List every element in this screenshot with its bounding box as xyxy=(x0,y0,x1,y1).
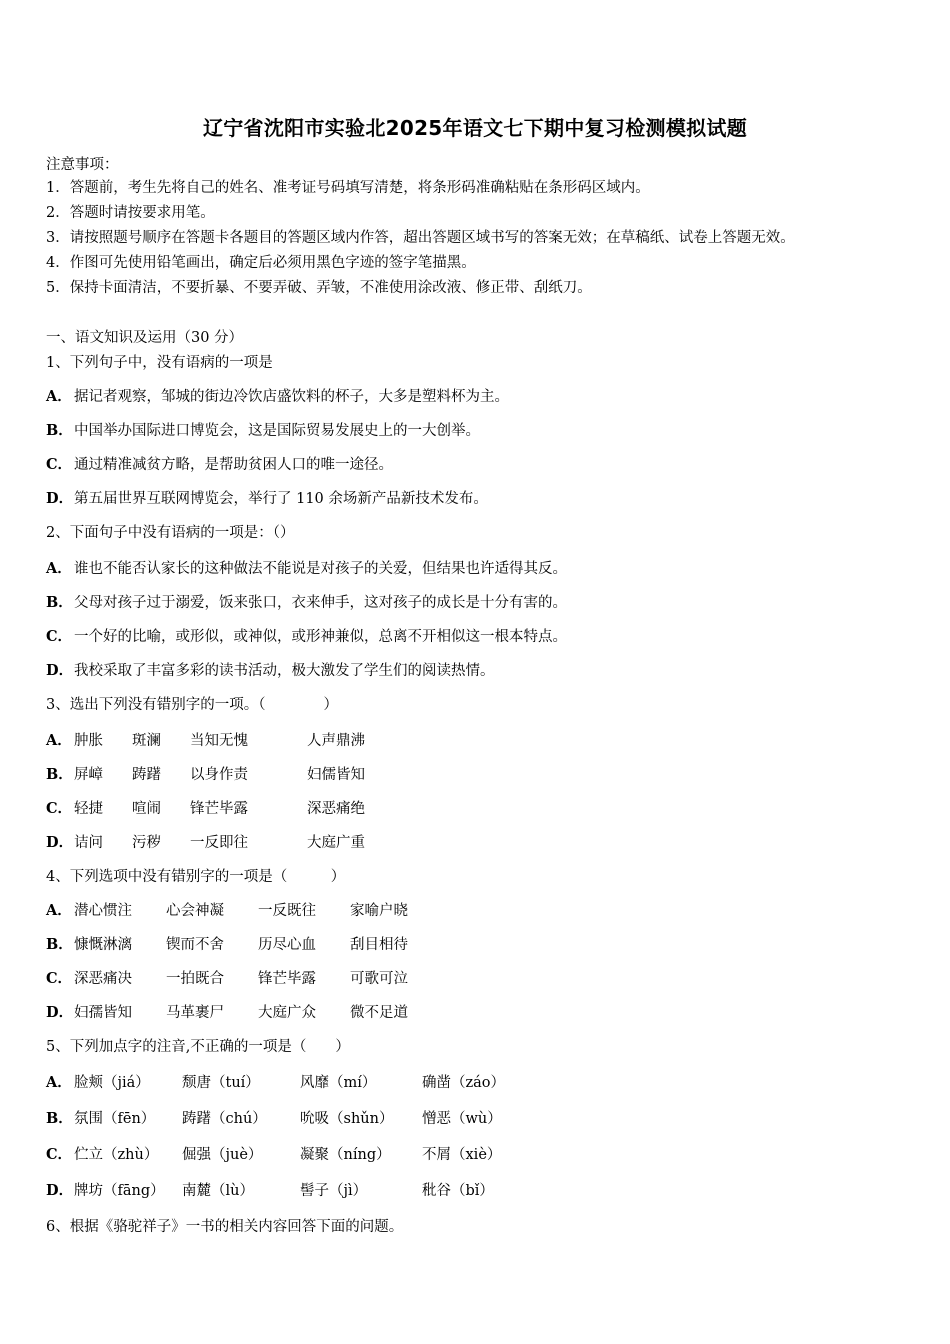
question-4-option-b xyxy=(46,933,408,954)
question-3-option-a xyxy=(46,729,365,750)
option-word: 憎恶（wù） xyxy=(422,1111,502,1127)
option-word: 踌躇 xyxy=(132,767,161,783)
option-word: 氛围（fēn） xyxy=(74,1111,156,1127)
option-word: 斑澜 xyxy=(132,733,161,749)
option-word: 深恶痛绝 xyxy=(307,801,365,817)
option-word: 人声鼎沸 xyxy=(307,733,365,749)
option-word: 历尽心血 xyxy=(258,937,316,953)
option-word: 大庭广重 xyxy=(307,835,365,851)
note-item: 1．答题前，考生先将自己的姓名、准考证号码填写清楚，将条形码准确粘贴在条形码区域内。 xyxy=(46,180,650,196)
option-letter: C． xyxy=(46,970,73,987)
question-4-option-d xyxy=(46,1001,408,1022)
option-letter: B． xyxy=(46,422,73,439)
option-word: 凝聚（níng） xyxy=(300,1147,391,1163)
option-letter: A． xyxy=(46,732,72,749)
option-text: 谁也不能否认家长的这种做法不能说是对孩子的关爱，但结果也许适得其反。 xyxy=(74,561,567,577)
option-word: 确凿（záo） xyxy=(422,1075,506,1091)
question-3-option-c xyxy=(46,797,365,818)
option-letter: A． xyxy=(46,388,72,405)
note-item: 3．请按照题号顺序在答题卡各题目的答题区域内作答，超出答题区域书写的答案无效；在草稿纸、试卷上答题无效。 xyxy=(46,230,795,246)
option-word: 吮吸（shǔn） xyxy=(300,1111,394,1127)
option-word: 秕谷（bǐ） xyxy=(422,1183,494,1199)
option-text: 据记者观察，邹城的街边冷饮店盛饮料的杯子，大多是塑料杯为主。 xyxy=(74,389,509,405)
note-item: 4．作图可先使用铅笔画出，确定后必须用黑色字迹的签字笔描黑。 xyxy=(46,255,476,271)
option-word: 牌坊（fāng） xyxy=(74,1183,165,1199)
option-word: 妇儒皆知 xyxy=(307,767,365,783)
option-word: 脸颊（jiá） xyxy=(74,1075,150,1091)
question-5-option-b xyxy=(46,1107,502,1128)
option-word: 倔强（juè） xyxy=(182,1147,263,1163)
option-letter: B． xyxy=(46,594,73,611)
option-letter: A． xyxy=(46,1074,72,1091)
option-word: 妇孺皆知 xyxy=(74,1005,132,1021)
option-word: 南麓（lù） xyxy=(182,1183,254,1199)
question-2-stem: 2、下面句子中没有语病的一项是：（） xyxy=(46,525,295,541)
notes-heading: 注意事项： xyxy=(46,157,119,173)
question-5-stem: 5、下列加点字的注音,不正确的一项是（ ） xyxy=(46,1039,350,1055)
option-word: 踌躇（chú） xyxy=(182,1111,267,1127)
question-2-option-a xyxy=(46,557,567,578)
question-2-option-d xyxy=(46,659,495,680)
option-letter: B． xyxy=(46,766,73,783)
option-word: 大庭广众 xyxy=(258,1005,316,1021)
option-letter: D． xyxy=(46,490,74,507)
question-1-option-d xyxy=(46,487,488,508)
question-5-option-a xyxy=(46,1071,505,1092)
option-word: 锲而不舍 xyxy=(166,937,224,953)
option-word: 马革裹尸 xyxy=(166,1005,224,1021)
option-word: 慷慨淋漓 xyxy=(74,937,132,953)
option-word: 以身作责 xyxy=(190,767,248,783)
option-word: 家喻户晓 xyxy=(350,903,408,919)
option-word: 一反既往 xyxy=(258,903,316,919)
option-letter: D． xyxy=(46,1004,74,1021)
option-word: 一拍既合 xyxy=(166,971,224,987)
option-letter: B． xyxy=(46,936,73,953)
option-word: 不屑（xiè） xyxy=(422,1147,502,1163)
note-item: 5．保持卡面清洁，不要折暴、不要弄破、弄皱，不准使用涂改液、修正带、刮纸刀。 xyxy=(46,280,592,296)
option-word: 肿胀 xyxy=(74,733,103,749)
option-text: 中国举办国际进口博览会，这是国际贸易发展史上的一大创举。 xyxy=(74,423,480,439)
option-text: 通过精准减贫方略，是帮助贫困人口的唯一途径。 xyxy=(74,457,393,473)
question-1-stem: 1、下列句子中，没有语病的一项是 xyxy=(46,355,273,371)
option-word: 一反即往 xyxy=(190,835,248,851)
question-4-option-c xyxy=(46,967,408,988)
option-word: 髻子（jì） xyxy=(300,1183,368,1199)
option-letter: C． xyxy=(46,628,73,645)
option-word: 刮目相待 xyxy=(350,937,408,953)
page-title: 辽宁省沈阳市实验北2025年语文七下期中复习检测模拟试题 xyxy=(202,116,748,140)
question-4-option-a xyxy=(46,899,408,920)
question-1-option-c xyxy=(46,453,393,474)
option-letter: C． xyxy=(46,800,73,817)
option-word: 颓唐（tuí） xyxy=(182,1075,260,1091)
question-4-stem: 4、下列选项中没有错别字的一项是（ ） xyxy=(46,869,346,885)
option-word: 当知无愧 xyxy=(190,733,248,749)
option-letter: D． xyxy=(46,1182,74,1199)
option-word: 诘问 xyxy=(74,835,103,851)
note-item: 2．答题时请按要求用笔。 xyxy=(46,205,215,221)
question-3-option-b xyxy=(46,763,365,784)
option-word: 喧闹 xyxy=(132,801,161,817)
question-2-option-c xyxy=(46,625,567,646)
question-1-option-b xyxy=(46,419,480,440)
option-word: 锋芒毕露 xyxy=(258,971,316,987)
option-letter: B． xyxy=(46,1110,73,1127)
option-letter: A． xyxy=(46,560,72,577)
option-word: 轻捷 xyxy=(74,801,103,817)
question-1-option-a xyxy=(46,385,509,406)
option-text: 父母对孩子过于溺爱，饭来张口，衣来伸手，这对孩子的成长是十分有害的。 xyxy=(74,595,567,611)
question-3-option-d xyxy=(46,831,365,852)
option-letter: C． xyxy=(46,456,73,473)
option-letter: C． xyxy=(46,1146,73,1163)
option-text: 我校采取了丰富多彩的读书活动，极大激发了学生们的阅读热情。 xyxy=(74,663,495,679)
option-word: 微不足道 xyxy=(350,1005,408,1021)
notes-list xyxy=(46,176,795,301)
option-text: 一个好的比喻，或形似，或神似，或形神兼似，总离不开相似这一根本特点。 xyxy=(74,629,567,645)
option-word: 伫立（zhù） xyxy=(74,1147,159,1163)
option-word: 污秽 xyxy=(132,835,161,851)
option-letter: D． xyxy=(46,662,74,679)
option-letter: D． xyxy=(46,834,74,851)
option-text: 第五届世界互联网博览会，举行了 110 余场新产品新技术发布。 xyxy=(74,491,488,507)
question-5-option-d xyxy=(46,1179,494,1200)
option-word: 锋芒毕露 xyxy=(190,801,248,817)
option-word: 风靡（mí） xyxy=(300,1075,377,1091)
option-letter: A． xyxy=(46,902,72,919)
option-word: 潜心惯注 xyxy=(74,903,132,919)
question-2-option-b xyxy=(46,591,567,612)
question-3-stem: 3、选出下列没有错别字的一项。（ ） xyxy=(46,697,338,713)
question-5-option-c xyxy=(46,1143,501,1164)
option-word: 深恶痛决 xyxy=(74,971,132,987)
option-word: 可歌可泣 xyxy=(350,971,408,987)
question-6-stem: 6、根据《骆驼祥子》一书的相关内容回答下面的问题。 xyxy=(46,1219,404,1235)
section-heading: 一、语文知识及运用（30 分） xyxy=(46,330,244,346)
option-word: 屏嶂 xyxy=(74,767,103,783)
option-word: 心会神凝 xyxy=(166,903,224,919)
